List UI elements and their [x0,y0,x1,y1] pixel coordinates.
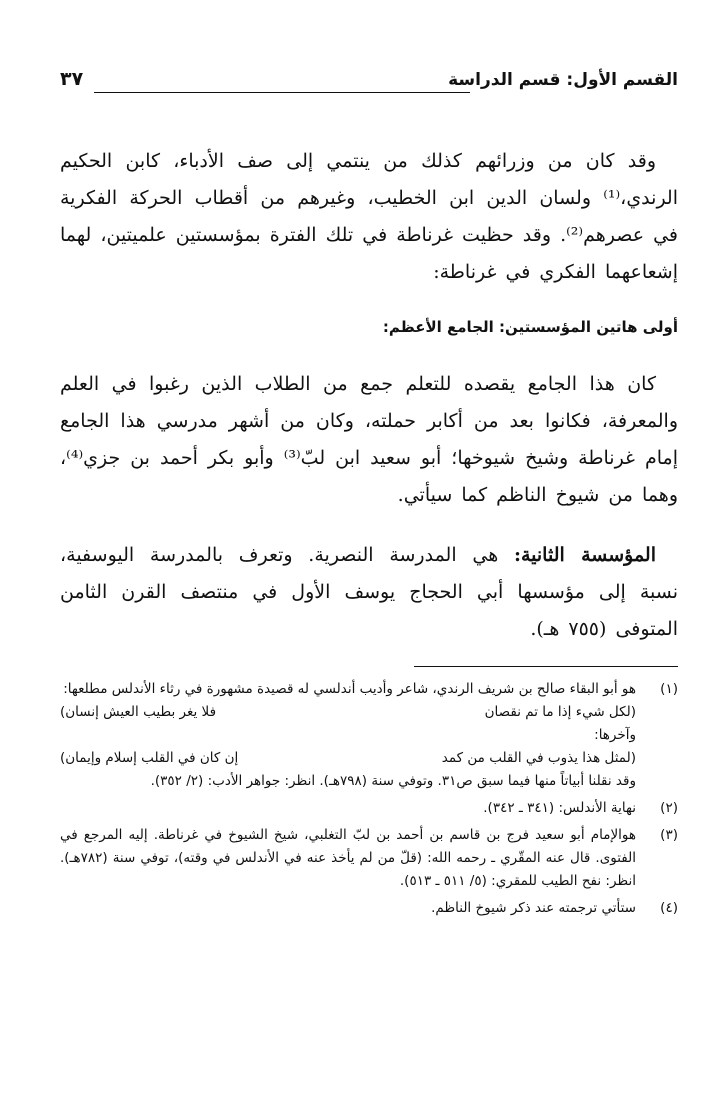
verse-line [60,747,636,770]
running-header [60,70,678,104]
paragraph-great-mosque [60,366,678,514]
footnote-text: هوالإمام أبو سعيد فرج بن قاسم بن أحمد بن لبّ التغلبي، شيخ الشيوخ في غرناطة. إليه المرجع في الفتوى. قال عنه المقّري ـ رحمه الله: (قلّ من لم يأخذ عنه في الأندلس في وقته)، توفي سنة (٧٨٢هـ). انظر: نفح الطيب للمقري: (٥/ ٥١١ ـ ٥١٣). [60,827,636,889]
header-title: القسم الأول: قسم الدراسة [448,70,678,90]
page-number: ٣٧ [60,68,84,90]
footnote-1 [60,678,678,793]
footnote-text: نهاية الأندلس: (٣٤١ ـ ٣٤٢). [483,800,636,816]
footnote-4 [60,897,678,920]
paragraph-viziers [60,143,678,291]
footnote-number: (٣) [660,827,678,843]
paragraph-lead: المؤسسة الثانية: [513,544,656,566]
footnote-3 [60,824,678,893]
verse-first-hemistich: (لكل شيء إذا ما تم نقصان [484,704,636,720]
paragraph-text [60,537,678,648]
verse-second-hemistich: فلا يغر بطيب العيش إنسان) [60,704,217,720]
verse-line [60,701,636,724]
paragraph-text: كان هذا الجامع يقصده للتعلم جمع من الطلاب الذين رغبوا في العلم والمعرفة، فكانوا بعد من أكابر حملته، وكان من أشهر مدرسي هذا الجامع إمام غرناطة وشيخ شيوخها؛ أبو سعيد ابن لبّ⁽³⁾ وأبو بكر أحمد بن جزي⁽⁴⁾، وهما من شيوخ الناظم كما سيأتي. [60,373,678,506]
footnote-2 [60,797,678,820]
paragraph-text: وقد كان من وزرائهم كذلك من ينتمي إلى صف الأدباء، كابن الحكيم الرندي،⁽¹⁾ ولسان الدين ابن الخطيب، وغيرهم من أقطاب الحركة الفكرية في عصرهم⁽²⁾. وقد حظيت غرناطة في تلك الفترة بمؤسستين علميتين، لهما إشعاعهما الفكري في غرناطة: [59,150,678,283]
footnotes [60,678,678,924]
verse-second-hemistich: إن كان في القلب إسلام وإيمان) [60,750,239,766]
footnote-text: هو أبو البقاء صالح بن شريف الرندي، شاعر وأديب أندلسي له قصيدة مشهورة في رثاء الأندلس مطلعها: [63,681,636,697]
paragraph-body: هي المدرسة النصرية. وتعرف بالمدرسة اليوسفية، نسبة إلى مؤسسها أبي الحجاج يوسف الأول في منتصف القرن الثامن المتوفى (٧٥٥ هـ). [60,544,678,640]
footnote-text: وقد نقلنا أبياتاً منها فيما سبق ص٣١. وتوفي سنة (٧٩٨هـ). انظر: جواهر الأدب: (٢/ ٣٥٢). [150,773,636,789]
section-heading-great-mosque: أولى هاتين المؤسستين: الجامع الأعظم: [382,318,678,336]
verse-first-hemistich: (لمثل هذا يذوب في القلب من كمد [441,750,636,766]
footnote-number: (١) [660,681,678,697]
footnote-separator [414,666,678,667]
footnote-text: ستأتي ترجمته عند ذكر شيوخ الناظم. [431,900,636,916]
footnote-text: وآخرها: [594,727,636,743]
footnote-number: (٤) [660,900,678,916]
footnote-number: (٢) [660,800,678,816]
paragraph-nasrid-school [60,537,678,648]
header-rule [94,92,470,93]
